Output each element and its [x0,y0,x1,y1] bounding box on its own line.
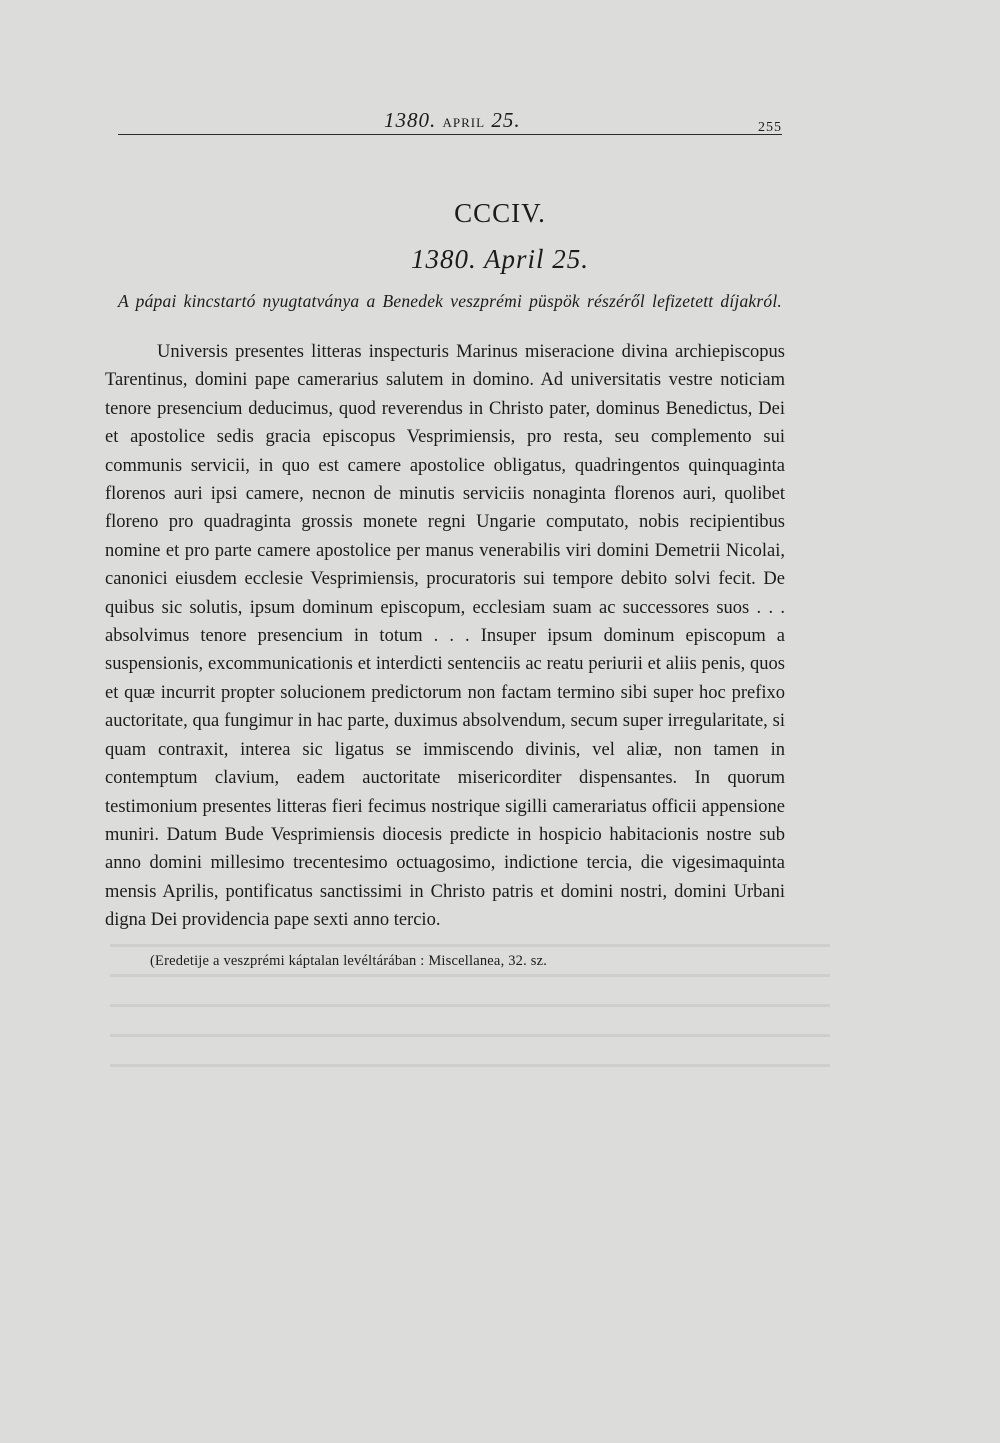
charter-text: Universis presentes litteras inspecturis Marinus miseracione divina archiepiscopus Tarentinus, domini pape camerarius salutem in domino. Ad universitatis vestre noticiam tenore presencium deducimus, quod reverendus in Christo pater, dominus Benedictus, Dei et apostolice sedis gracia episcopus Vesprimiensis, pro resta, seu complemento sui communis servicii, in quo est camere apostolice obligatus, quadringentos quinquaginta florenos auri ipsi camere, necnon de minutis serviciis nonaginta florenos auri, quolibet floreno pro quadraginta grossis monete regni Ungarie computato, nobis recipientibus nomine et pro parte camere apostolice per manus venerabilis viri domini Demetrii Nicolai, canonici eiusdem ecclesie Vesprimiensis, procuratoris sui tempore debito solvi fecit. De quibus sic solutis, ipsum dominum episcopum, ecclesiam suam ac successores suos . . . absolvimus tenore presencium in totum . . . Insuper ipsum dominum episcopum a suspensionis, excommunicationis et interdicti sentenciis ac reatu periurii et aliis penis, quos et quæ incurrit propter solucionem predictorum non factam termino sibi super hoc prefixo auctoritate, qua fungimur in hac parte, duximus absolvendum, secum super irregularitate, si quam contraxit, interea sic ligatus se immiscendo divinis, vel aliæ, non tamen in contemptum clavium, eadem auctoritate misericorditer dispensantes. In quorum testimonium presentes litteras fieri fecimus nostrique sigilli camerariatus officii appensione muniri. Datum Bude Vesprimiensis diocesis predicte in hospicio habitacionis nostre sub anno domini millesimo trecentesimo octuagosimo, indictione tercia, die vigesimaquinta mensis Aprilis, pontificatus sanctissimi in Christo patris et domini nostri, domini Urbani digna Dei providencia pape sexti anno tercio. [105,342,785,931]
header-rule [118,134,782,135]
running-head [118,108,782,148]
page-number: 255 [758,120,782,135]
source-note: (Eredetije a veszprémi káptalan levéltárában : Miscellanea, 32. sz. [150,953,548,969]
document-summary: A pápai kincstartó nyugtatványa a Benedek veszprémi püspök részéről lefizetett díjakról. [118,291,782,311]
running-head-date [380,108,525,133]
running-head-year: 1380. [384,108,437,132]
document-number: CCCIV. [454,198,546,228]
document-date: 1380. April 25. [410,244,589,274]
running-head-day: 25. [491,108,521,132]
running-head-month: APRIL [442,115,486,130]
